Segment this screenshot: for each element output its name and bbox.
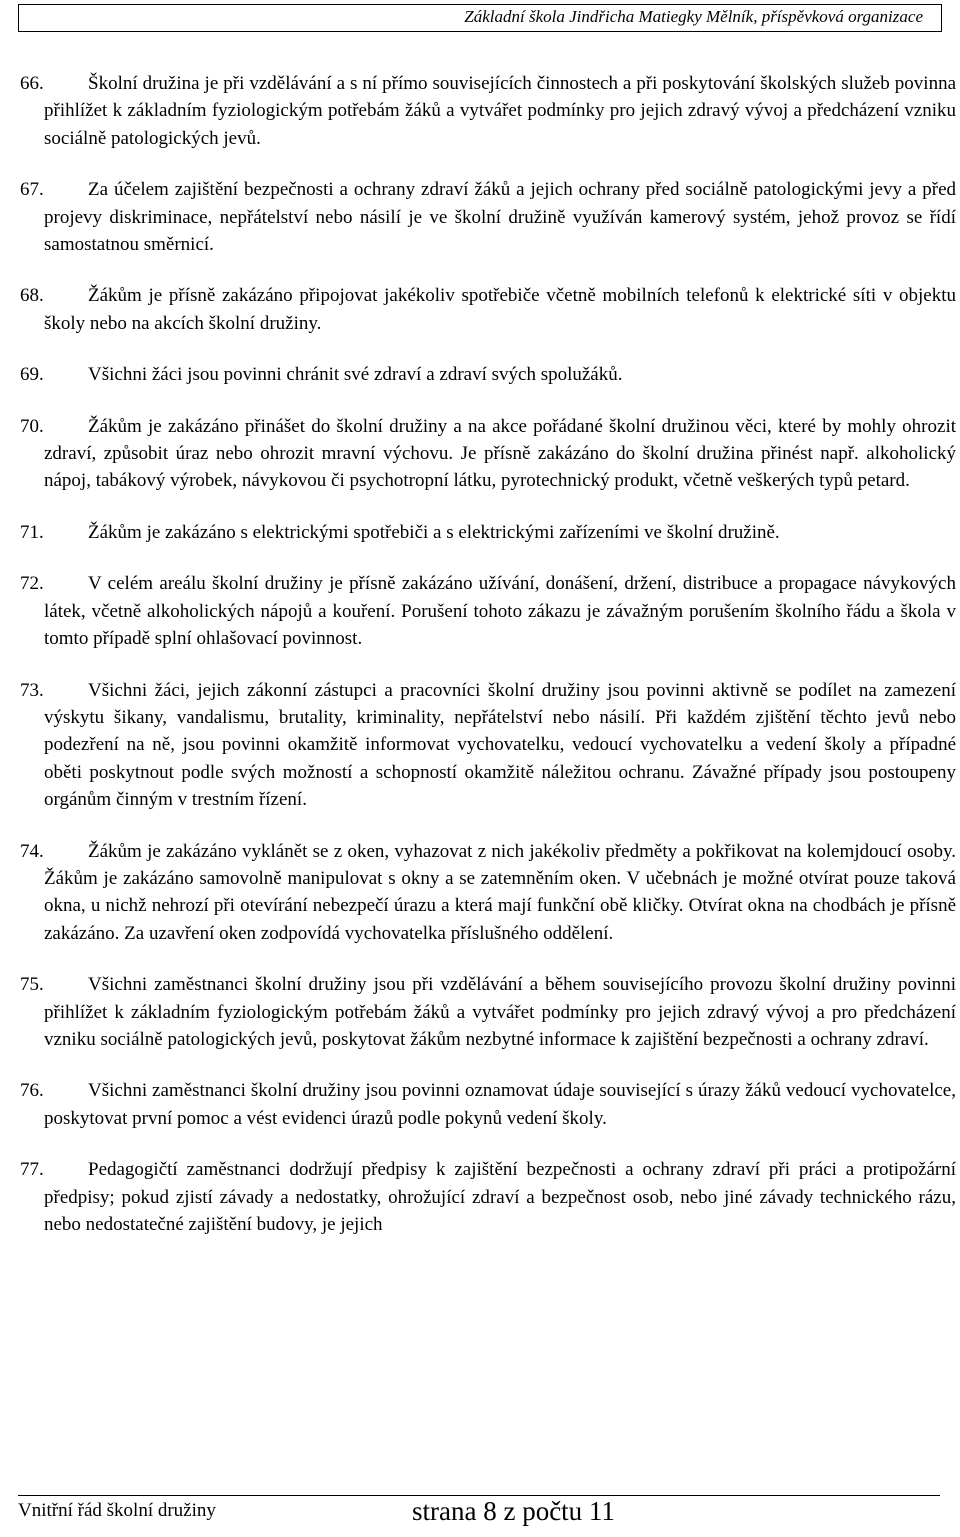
paragraph-text: Všichni zaměstnanci školní družiny jsou povinni oznamovat údaje související s úrazy žáků vedoucí vychovatelce, poskytovat první pomoc a vést evidenci úrazů podle pokynů vedení školy. bbox=[44, 1080, 956, 1129]
paragraph-text: Žákům je zakázáno s elektrickými spotřebiči a s elektrickými zařízeními ve školní družině. bbox=[88, 521, 780, 543]
paragraph-number: 71. bbox=[20, 521, 44, 543]
paragraph-text: Za účelem zajištění bezpečnosti a ochrany zdraví žáků a jejich ochrany před sociálně patologickými jevy a před projevy diskriminace, nepřátelství nebo násilí je ve školní družině využíván kamerový systém, jehož provoz se řídí samostatnou směrnicí. bbox=[44, 179, 956, 256]
paragraph-66 bbox=[20, 70, 956, 152]
paragraph-75 bbox=[20, 971, 956, 1053]
paragraph-number: 76. bbox=[20, 1080, 44, 1102]
page-footer bbox=[18, 1495, 940, 1536]
paragraph-74 bbox=[20, 838, 956, 948]
paragraph-number: 68. bbox=[20, 285, 44, 307]
header-text: Základní škola Jindřicha Matiegky Mělník, příspěvková organizace bbox=[464, 7, 923, 26]
paragraph-text: Žákům je zakázáno vyklánět se z oken, vyhazovat z nich jakékoliv předměty a pokřikovat na kolemjdoucí osoby. Žákům je zakázáno samovolně manipulovat s okny a se zatemněním oken. V učebnách je možné otvírat pouze taková okna, u nichž nehrozí při otevírání nebezpečí úrazu a která mají funkční obě kličky. Otvírat okna na chodbách je přísně zakázáno. Za uzavření oken zodpovídá vychovatelka příslušného oddělení. bbox=[44, 840, 956, 944]
paragraph-text: Všichni žáci, jejich zákonní zástupci a pracovníci školní družiny jsou povinni aktivně se podílet na zamezení výskytu šikany, vandalismu, brutality, kriminality, nepřátelství nebo násilí. Při každém zjištění těchto jevů nebo podezření na ně, jsou povinni okamžitě informovat vychovatelku, vedoucí vychovatelku a vedení školy a případné oběti poskytnout podle svých možností a schopností okamžitě náležitou ochranu. Závažné případy jsou postoupeny orgánům činným v trestním řízení. bbox=[44, 679, 956, 811]
paragraph-71 bbox=[20, 519, 956, 546]
paragraph-76 bbox=[20, 1077, 956, 1132]
page-header bbox=[18, 4, 942, 32]
paragraph-68 bbox=[20, 282, 956, 337]
paragraph-text: Všichni žáci jsou povinni chránit své zdraví a zdraví svých spolužáků. bbox=[88, 364, 623, 386]
footer-document-title: Vnitřní řád školní družiny bbox=[18, 1500, 216, 1521]
paragraph-number: 75. bbox=[20, 974, 44, 996]
paragraph-text: Žákům je přísně zakázáno připojovat jakékoliv spotřebiče včetně mobilních telefonů k elektrické síti v objektu školy nebo na akcích školní družiny. bbox=[44, 285, 956, 334]
paragraph-number: 72. bbox=[20, 573, 44, 595]
paragraph-text: V celém areálu školní družiny je přísně zakázáno užívání, donášení, držení, distribuce a propagace návykových látek, včetně alkoholických nápojů a kouření. Porušení tohoto zákazu je závažným porušením školního řádu a škola v tomto případě splní ohlašovací povinnost. bbox=[44, 573, 956, 650]
paragraph-text: Žákům je zakázáno přinášet do školní družiny a na akce pořádané školní družinou věci, které by mohly ohrozit zdraví, způsobit úraz nebo ohrozit mravní výchovu. Je přísně zakázáno do školní družina přinést např. alkoholický nápoj, tabákový výrobek, návykovou či psychotropní látku, pyrotechnický produkt, včetně veškerých typů petard. bbox=[44, 415, 956, 492]
paragraph-67 bbox=[20, 176, 956, 258]
document-body bbox=[20, 70, 956, 1262]
paragraph-72 bbox=[20, 570, 956, 652]
paragraph-number: 73. bbox=[20, 679, 44, 701]
paragraph-text: Školní družina je při vzdělávání a s ní přímo souvisejících činnostech a při poskytování školských služeb povinna přihlížet k základním fyziologickým potřebám žáků a vytvářet podmínky pro jejich zdravý vývoj a předcházení vzniku sociálně patologických jevů. bbox=[44, 73, 956, 149]
footer-page-number: strana 8 z počtu 11 bbox=[412, 1496, 615, 1526]
paragraph-text: Pedagogičtí zaměstnanci dodržují předpisy k zajištění bezpečnosti a ochrany zdraví při práci a protipožární předpisy; pokud zjistí závady a nedostatky, ohrožující zdraví a bezpečnost osob, nebo jiné závady technického rázu, nebo nedostatečné zajištění budovy, je jejich bbox=[44, 1159, 956, 1235]
paragraph-70 bbox=[20, 413, 956, 495]
paragraph-number: 66. bbox=[20, 73, 44, 94]
paragraph-69 bbox=[20, 361, 956, 388]
paragraph-77 bbox=[20, 1156, 956, 1238]
paragraph-number: 67. bbox=[20, 179, 44, 201]
paragraph-number: 74. bbox=[20, 840, 44, 862]
paragraph-number: 69. bbox=[20, 364, 44, 386]
paragraph-73 bbox=[20, 677, 956, 814]
paragraph-text: Všichni zaměstnanci školní družiny jsou při vzdělávání a během souvisejícího provozu školní družiny povinni přihlížet k základním fyziologickým potřebám žáků a vytvářet podmínky pro jejich zdravý vývoj a pro předcházení vzniku sociálně patologických jevů, poskytovat žákům nezbytné informace k zajištění bezpečnosti a ochrany zdraví. bbox=[44, 974, 956, 1050]
paragraph-number: 77. bbox=[20, 1159, 44, 1181]
paragraph-number: 70. bbox=[20, 415, 44, 437]
